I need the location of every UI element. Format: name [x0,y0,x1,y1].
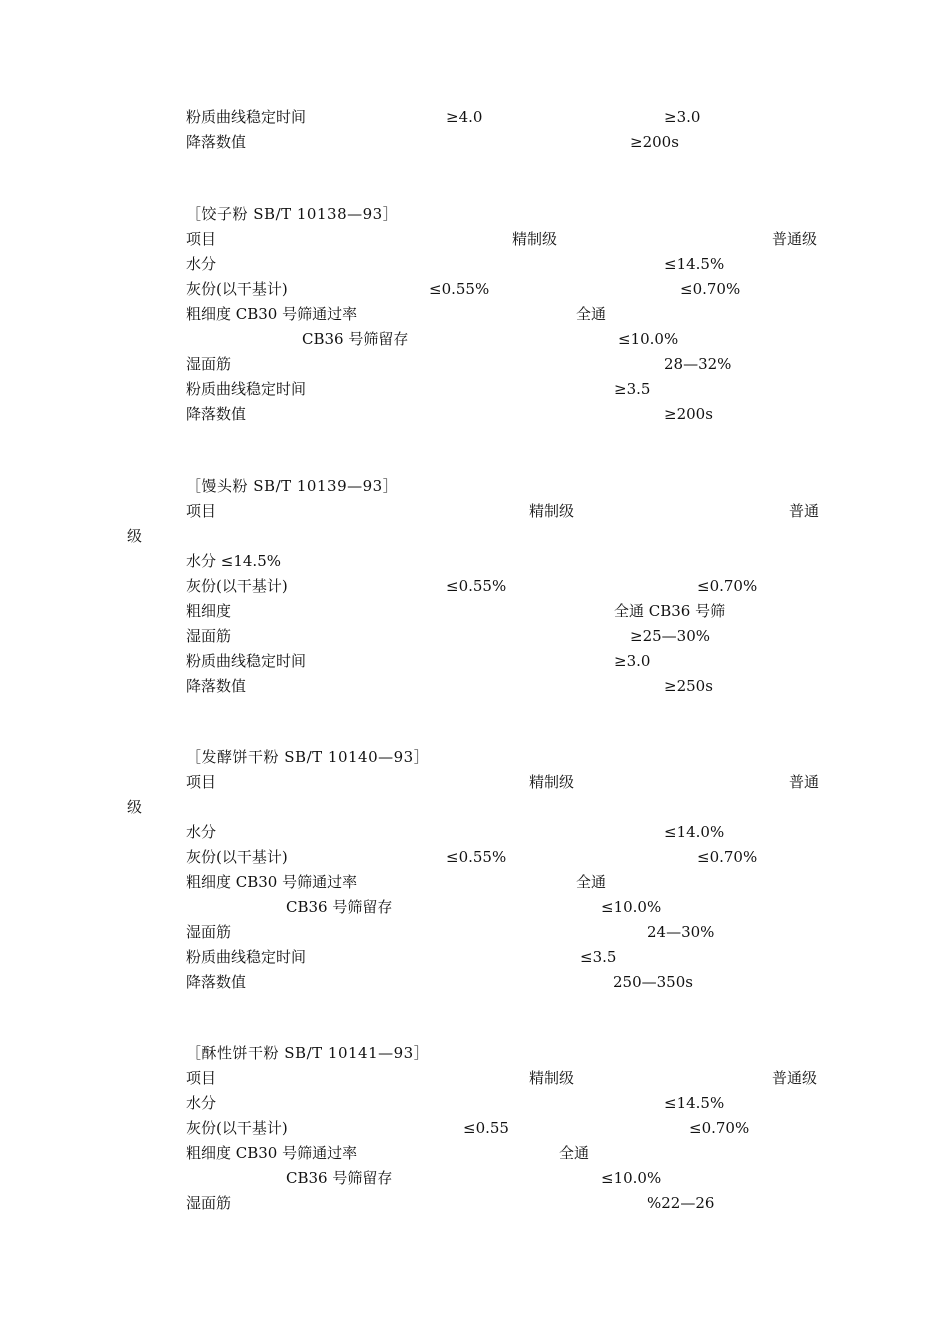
stability-value: ≥3.5 [614,380,651,398]
stability-label: 粉质曲线稳定时间 [186,380,307,398]
wet-gluten-label: 湿面筋 [186,1194,232,1212]
col-normal-grade: 普通 [789,773,820,791]
ash-label: 灰份(以干基计) [186,280,288,298]
col-item: 项目 [186,1069,217,1087]
falling-number-label: 降落数值 [186,973,247,991]
sieve-label: CB36 号筛留存 [302,330,409,348]
ash-fine-value: ≤0.55% [446,577,507,595]
water-label: 水分 [186,823,217,841]
wet-gluten-label: 湿面筋 [186,923,232,941]
stability-normal-value: ≥3.0 [664,108,701,126]
wet-gluten-value: 24—30% [647,923,715,941]
ash-label: 灰份(以干基计) [186,848,288,866]
stability-value: ≥3.0 [614,652,651,670]
wet-gluten-label: 湿面筋 [186,627,232,645]
falling-number-label: 降落数值 [186,133,247,151]
water-value: ≤14.5% [664,255,725,273]
col-item: 项目 [186,502,217,520]
water-value: ≤14.5% [664,1094,725,1112]
ash-fine-value: ≤0.55 [463,1119,509,1137]
section-heading-fermented-biscuit: ［发酵饼干粉 SB/T 10140—93］ [186,748,430,766]
falling-number-label: 降落数值 [186,677,247,695]
col-normal-grade: 普通 [789,502,820,520]
section-heading-short-biscuit: ［酥性饼干粉 SB/T 10141—93］ [186,1044,430,1062]
fineness-label: 粗细度 CB30 号筛通过率 [186,1144,358,1162]
col-fine-grade: 精制级 [529,502,575,520]
col-fine-grade: 精制级 [529,773,575,791]
stability-fine-value: ≥4.0 [446,108,483,126]
sieve-label: CB36 号筛留存 [286,898,393,916]
col-normal-grade-wrap: 级 [127,527,143,545]
fineness-value: 全通 [559,1144,590,1162]
wet-gluten-value: %22—26 [647,1194,715,1212]
col-item: 项目 [186,773,217,791]
wet-gluten-value: ≥25—30% [630,627,710,645]
fineness-value: 全通 [576,305,607,323]
stability-label: 粉质曲线稳定时间 [186,108,307,126]
fineness-label: 粗细度 CB30 号筛通过率 [186,873,358,891]
wet-gluten-label: 湿面筋 [186,355,232,373]
sieve-label: CB36 号筛留存 [286,1169,393,1187]
col-normal-grade: 普通级 [772,1069,818,1087]
col-normal-grade-wrap: 级 [127,798,143,816]
col-item: 项目 [186,230,217,248]
sieve-value: ≤10.0% [601,898,662,916]
sieve-value: ≤10.0% [601,1169,662,1187]
col-fine-grade: 精制级 [512,230,558,248]
ash-label: 灰份(以干基计) [186,577,288,595]
falling-number-value: ≥200s [664,405,713,423]
falling-number-label: 降落数值 [186,405,247,423]
water-label: 水分 [186,1094,217,1112]
stability-label: 粉质曲线稳定时间 [186,948,307,966]
falling-number-value: 250—350s [613,973,693,991]
section-heading-steamed-bun: ［馒头粉 SB/T 10139—93］ [186,477,399,495]
col-normal-grade: 普通级 [772,230,818,248]
fineness-value: 全通 [576,873,607,891]
water-value: ≤14.0% [664,823,725,841]
wet-gluten-value: 28—32% [664,355,732,373]
ash-fine-value: ≤0.55% [429,280,490,298]
fineness-label: 粗细度 [186,602,232,620]
water-label: 水分 ≤14.5% [186,552,281,570]
ash-normal-value: ≤0.70% [689,1119,750,1137]
ash-normal-value: ≤0.70% [680,280,741,298]
col-fine-grade: 精制级 [529,1069,575,1087]
fineness-value: 全通 CB36 号筛 [614,602,726,620]
ash-label: 灰份(以干基计) [186,1119,288,1137]
stability-label: 粉质曲线稳定时间 [186,652,307,670]
ash-normal-value: ≤0.70% [697,848,758,866]
ash-normal-value: ≤0.70% [697,577,758,595]
falling-number-value: ≥200s [630,133,679,151]
sieve-value: ≤10.0% [618,330,679,348]
water-label: 水分 [186,255,217,273]
section-heading-dumpling: ［饺子粉 SB/T 10138—93］ [186,205,399,223]
falling-number-value: ≥250s [664,677,713,695]
stability-value: ≤3.5 [580,948,617,966]
fineness-label: 粗细度 CB30 号筛通过率 [186,305,358,323]
ash-fine-value: ≤0.55% [446,848,507,866]
